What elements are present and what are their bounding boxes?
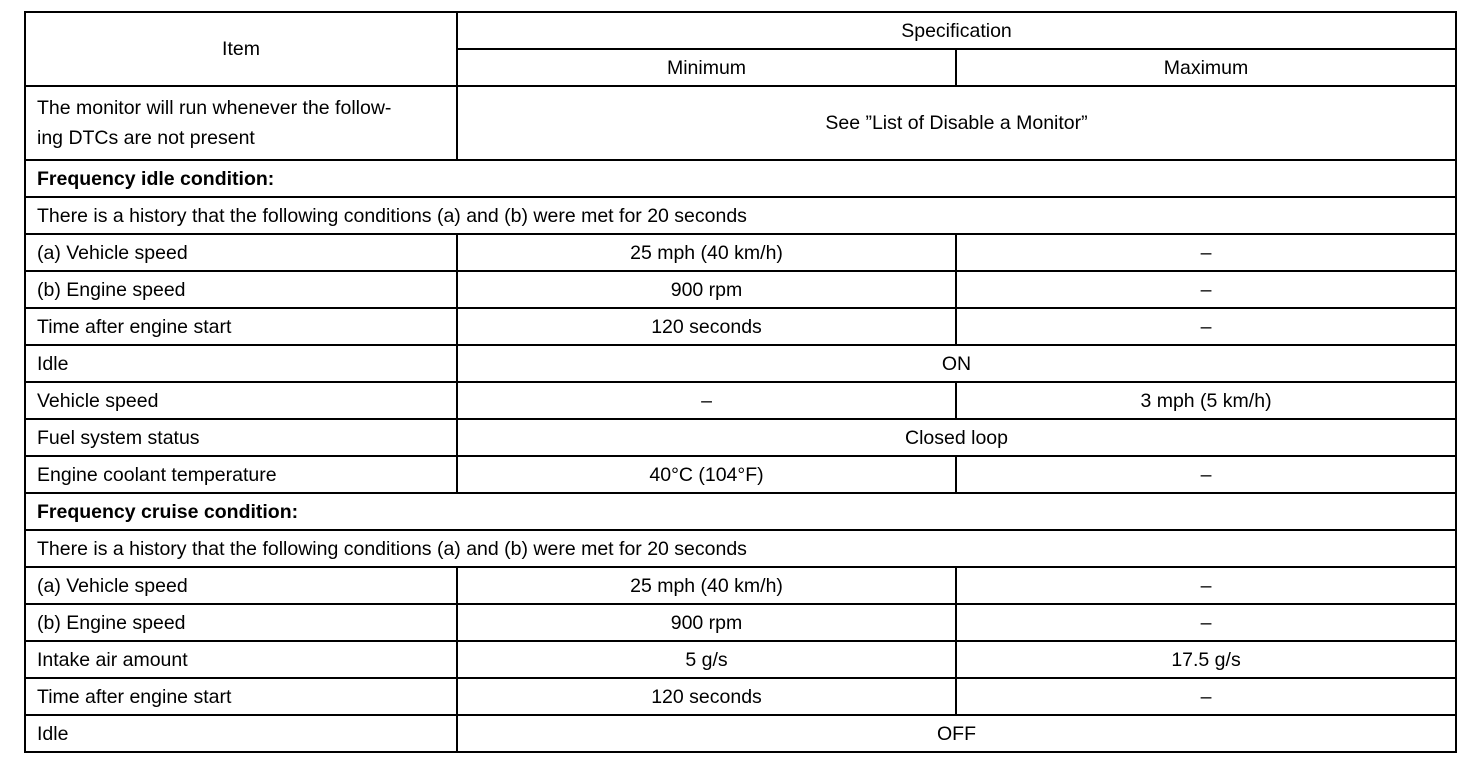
row-max: – — [956, 271, 1456, 308]
table-row — [25, 641, 1456, 678]
row-item: Intake air amount — [25, 641, 457, 678]
disable-monitor-item-line1: The monitor will run whenever the follow- — [37, 96, 392, 119]
disable-monitor-item — [25, 86, 457, 160]
table-row — [25, 678, 1456, 715]
row-item: Idle — [25, 715, 457, 752]
table-row — [25, 345, 1456, 382]
row-item: Vehicle speed — [25, 382, 457, 419]
row-max: – — [956, 567, 1456, 604]
row-item: (b) Engine speed — [25, 604, 457, 641]
row-span-value: ON — [457, 345, 1456, 382]
row-min: 120 seconds — [457, 308, 956, 345]
table-row — [25, 271, 1456, 308]
row-min: 25 mph (40 km/h) — [457, 234, 956, 271]
header-row — [25, 12, 1456, 49]
row-max: 17.5 g/s — [956, 641, 1456, 678]
row-min: 900 rpm — [457, 604, 956, 641]
cruise-history-text: There is a history that the following conditions (a) and (b) were met for 20 seconds — [25, 530, 1456, 567]
cruise-section-title: Frequency cruise condition: — [25, 493, 1456, 530]
row-min: 120 seconds — [457, 678, 956, 715]
row-min: – — [457, 382, 956, 419]
row-max: – — [956, 234, 1456, 271]
header-item: Item — [25, 12, 457, 86]
specification-table — [24, 11, 1457, 753]
table-row — [25, 419, 1456, 456]
row-min: 5 g/s — [457, 641, 956, 678]
row-item: Engine coolant temperature — [25, 456, 457, 493]
header-maximum: Maximum — [956, 49, 1456, 86]
disable-monitor-row — [25, 86, 1456, 160]
row-item: (b) Engine speed — [25, 271, 457, 308]
idle-section-title: Frequency idle condition: — [25, 160, 1456, 197]
table-row — [25, 567, 1456, 604]
section-title-row — [25, 160, 1456, 197]
row-min: 40°C (104°F) — [457, 456, 956, 493]
section-title-row — [25, 493, 1456, 530]
disable-monitor-spec: See ”List of Disable a Monitor” — [457, 86, 1456, 160]
row-item: (a) Vehicle speed — [25, 234, 457, 271]
table-row — [25, 456, 1456, 493]
row-max: – — [956, 678, 1456, 715]
history-row — [25, 197, 1456, 234]
row-item: Time after engine start — [25, 308, 457, 345]
row-min: 25 mph (40 km/h) — [457, 567, 956, 604]
header-specification: Specification — [457, 12, 1456, 49]
row-max: – — [956, 308, 1456, 345]
history-row — [25, 530, 1456, 567]
disable-monitor-item-line2: ing DTCs are not present — [37, 126, 255, 149]
row-item: Fuel system status — [25, 419, 457, 456]
table-row — [25, 234, 1456, 271]
row-max: 3 mph (5 km/h) — [956, 382, 1456, 419]
header-minimum: Minimum — [457, 49, 956, 86]
row-min: 900 rpm — [457, 271, 956, 308]
table-row — [25, 308, 1456, 345]
table-row — [25, 382, 1456, 419]
table-row — [25, 715, 1456, 752]
row-item: Time after engine start — [25, 678, 457, 715]
idle-history-text: There is a history that the following conditions (a) and (b) were met for 20 seconds — [25, 197, 1456, 234]
table-row — [25, 604, 1456, 641]
row-max: – — [956, 456, 1456, 493]
row-item: Idle — [25, 345, 457, 382]
row-max: – — [956, 604, 1456, 641]
row-span-value: Closed loop — [457, 419, 1456, 456]
row-item: (a) Vehicle speed — [25, 567, 457, 604]
row-span-value: OFF — [457, 715, 1456, 752]
